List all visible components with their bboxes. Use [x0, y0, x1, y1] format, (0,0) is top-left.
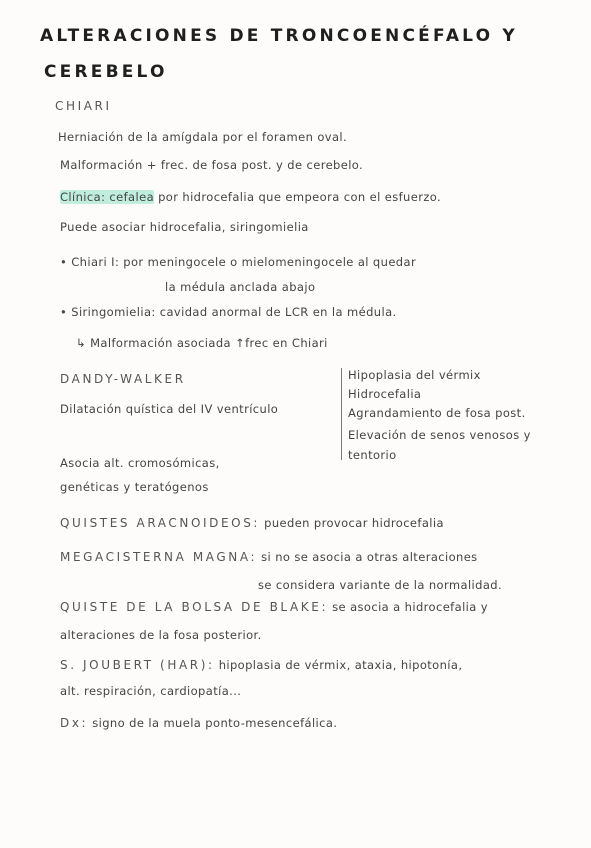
dandy-walker-left: Dilatación quística del IV ventrículo [60, 402, 279, 416]
dx-line [60, 716, 337, 730]
chiari-line-3 [60, 190, 441, 204]
joubert-line-1 [60, 658, 462, 672]
blake-line-2: alteraciones de la fosa posterior. [60, 628, 262, 642]
brace-divider [341, 368, 348, 460]
chiari-heading: CHIARI [55, 99, 112, 113]
chiari-line-8: ↳ Malformación asociada ↑frec en Chiari [76, 336, 328, 350]
quistes-line [60, 516, 444, 530]
megacisterna-line-2: se considera variante de la normalidad. [258, 578, 503, 592]
dandy-assoc-1: Asocia alt. cromosómicas, [60, 456, 220, 470]
joubert-label: S. JOUBERT (HAR): [60, 658, 215, 672]
chiari-line-5: • Chiari I: por meningocele o mielomeningocele al quedar [60, 255, 417, 269]
title-line-1: ALTERACIONES DE TRONCOENCÉFALO Y [40, 26, 518, 46]
blake-text-1: se asocia a hidrocefalia y [332, 600, 488, 614]
quistes-label: QUISTES ARACNOIDEOS: [60, 516, 261, 530]
chiari-line-6: la médula anclada abajo [165, 280, 316, 294]
chiari-line-1: Herniación de la amígdala por el foramen oval. [58, 130, 348, 144]
chiari-line-4: Puede asociar hidrocefalia, siringomielia [60, 220, 309, 234]
chiari-line-2: Malformación + frec. de fosa post. y de cerebelo. [60, 158, 364, 172]
dx-text: signo de la muela ponto-mesencefálica. [92, 716, 338, 730]
megacisterna-label: MEGACISTERNA MAGNA: [60, 550, 258, 564]
chiari-line-3-rest: por hidrocefalia que empeora con el esfuerzo. [158, 190, 442, 204]
dandy-walker-heading: DANDY-WALKER [60, 372, 186, 386]
dandy-right-1: Hipoplasia del vérmix [348, 368, 481, 382]
joubert-line-2: alt. respiración, cardiopatía... [60, 684, 242, 698]
dandy-right-5: tentorio [348, 448, 397, 462]
clinica-highlight: Clínica: cefalea [60, 190, 155, 204]
blake-line-1 [60, 600, 488, 614]
dandy-right-2: Hidrocefalia [348, 387, 422, 401]
dx-label: Dx: [60, 716, 89, 730]
title-line-2: CEREBELO [44, 62, 168, 82]
blake-label: QUISTE DE LA BOLSA DE BLAKE: [60, 600, 329, 614]
quistes-text: pueden provocar hidrocefalia [264, 516, 444, 530]
dandy-right-4: Elevación de senos venosos y [348, 428, 531, 442]
dandy-right-3: Agrandamiento de fosa post. [348, 406, 526, 420]
dandy-assoc-2: genéticas y teratógenos [60, 480, 209, 494]
chiari-line-7: • Siringomielia: cavidad anormal de LCR en la médula. [60, 305, 397, 319]
megacisterna-line-1 [60, 550, 478, 564]
joubert-text-1: hipoplasia de vérmix, ataxia, hipotonía, [218, 658, 463, 672]
megacisterna-text-1: si no se asocia a otras alteraciones [261, 550, 478, 564]
